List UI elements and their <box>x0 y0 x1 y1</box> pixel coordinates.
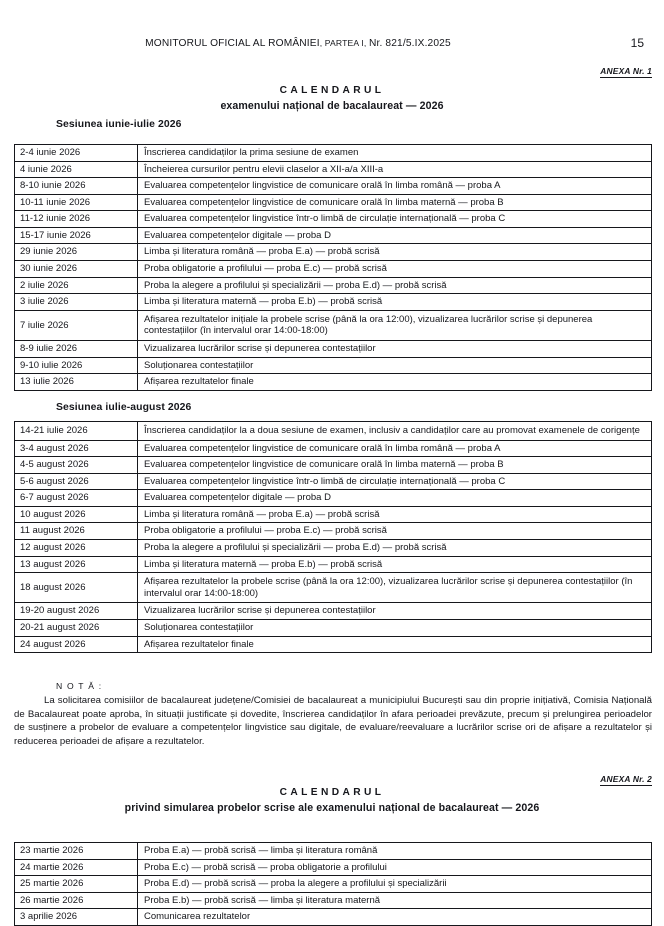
table-row <box>15 556 652 573</box>
table-row <box>15 540 652 557</box>
row-date: 5-6 august 2026 <box>15 473 138 490</box>
row-description: Proba E.d) — probă scrisă — proba la alegere a profilului și specializării <box>138 876 652 893</box>
table-row <box>15 161 652 178</box>
row-description: Vizualizarea lucrărilor scrise și depunerea contestațiilor <box>138 340 652 357</box>
row-description: Limba și literatura maternă — proba E.b) — probă scrisă <box>138 294 652 311</box>
row-date: 30 iunie 2026 <box>15 261 138 278</box>
row-date: 8-9 iulie 2026 <box>15 340 138 357</box>
table-row <box>15 340 652 357</box>
row-description: Încheierea cursurilor pentru elevii claselor a XII-a/a XIII-a <box>138 161 652 178</box>
row-description: Evaluarea competențelor lingvistice într-o limbă de circulație internațională — proba C <box>138 473 652 490</box>
table-row <box>15 374 652 391</box>
row-description: Proba E.c) — probă scrisă — proba obligatorie a profilului <box>138 859 652 876</box>
simulation-table <box>14 842 652 926</box>
simulation-table-body <box>15 843 652 926</box>
row-date: 8-10 iunie 2026 <box>15 178 138 195</box>
row-description: Afișarea rezultatelor finale <box>138 636 652 653</box>
row-description: Evaluarea competențelor lingvistice de comunicare orală în limba română — proba A <box>138 178 652 195</box>
table-row <box>15 211 652 228</box>
row-date: 9-10 iulie 2026 <box>15 357 138 374</box>
session-2-heading: Sesiunea iulie-august 2026 <box>56 402 192 413</box>
row-date: 3 aprilie 2026 <box>15 909 138 926</box>
row-description: Înscrierea candidaților la prima sesiune de examen <box>138 145 652 162</box>
table-row <box>15 440 652 457</box>
calendar-2-subtitle: privind simularea probelor scrise ale examenului național de bacalaureat — 2026 <box>124 802 540 814</box>
row-description: Proba obligatorie a profilului — proba E.c) — probă scrisă <box>138 261 652 278</box>
row-date: 26 martie 2026 <box>15 892 138 909</box>
publication-issue: Nr. 821/5.IX.2025 <box>368 38 451 49</box>
page-number: 15 <box>630 36 644 50</box>
table-row <box>15 294 652 311</box>
table-row <box>15 909 652 926</box>
row-description: Proba la alegere a profilului și specializării — proba E.d) — probă scrisă <box>138 540 652 557</box>
row-description: Evaluarea competențelor lingvistice într-o limbă de circulație internațională — proba C <box>138 211 652 228</box>
row-date: 12 august 2026 <box>15 540 138 557</box>
row-date: 4 iunie 2026 <box>15 161 138 178</box>
table-row <box>15 523 652 540</box>
table-row <box>15 310 652 340</box>
row-date: 3-4 august 2026 <box>15 440 138 457</box>
row-date: 11-12 iunie 2026 <box>15 211 138 228</box>
session-2-table-body <box>15 422 652 653</box>
row-date: 20-21 august 2026 <box>15 619 138 636</box>
table-row <box>15 227 652 244</box>
row-description: Evaluarea competențelor lingvistice de comunicare orală în limba maternă — proba B <box>138 194 652 211</box>
row-description: Proba la alegere a profilului și specializării — proba E.d) — probă scrisă <box>138 277 652 294</box>
row-date: 19-20 august 2026 <box>15 603 138 620</box>
row-date: 3 iulie 2026 <box>15 294 138 311</box>
table-row <box>15 619 652 636</box>
table-row <box>15 859 652 876</box>
row-date: 15-17 iunie 2026 <box>15 227 138 244</box>
row-description: Afișarea rezultatelor la probele scrise (până la ora 12:00), vizualizarea lucrărilor scrise și depunerea contestațiilor (în intervalul orar 14:00-18:00) <box>138 573 652 603</box>
row-description: Evaluarea competențelor digitale — proba D <box>138 490 652 507</box>
table-row <box>15 603 652 620</box>
row-description: Soluționarea contestațiilor <box>138 357 652 374</box>
session-1-table-body <box>15 145 652 391</box>
row-date: 18 august 2026 <box>15 573 138 603</box>
row-description: Limba și literatura română — proba E.a) — probă scrisă <box>138 244 652 261</box>
note-text: La solicitarea comisiilor de bacalaureat județene/Comisiei de bacalaureat a municipiului București sau din proprie inițiativă, Comisia Națională de Bacalaureat poate aproba, în situații justificate și dovedite, înscrierea candidaților în afara perioadei prevăzute, precum și prelungirea perioadelor de susținere a probelor de evaluare a competențelor lingvistice sau digitale, de evaluare/reevaluare a lucrărilor scrise ori de afișare a rezultatelor și reducerea perioadei de afișare a rezultatelor. <box>14 695 652 747</box>
table-row <box>15 422 652 441</box>
table-row <box>15 277 652 294</box>
table-row <box>15 636 652 653</box>
table-row <box>15 573 652 603</box>
row-description: Evaluarea competențelor lingvistice de comunicare orală în limba maternă — proba B <box>138 457 652 474</box>
session-1-heading: Sesiunea iunie-iulie 2026 <box>56 119 182 130</box>
calendar-1-title: CALENDARUL <box>279 85 385 96</box>
calendar-2-title: CALENDARUL <box>279 787 385 798</box>
annex-label-2: ANEXA Nr. 2 <box>600 774 652 784</box>
table-row <box>15 261 652 278</box>
row-date: 10 august 2026 <box>15 506 138 523</box>
table-row <box>15 506 652 523</box>
annex-label-1: ANEXA Nr. 1 <box>600 66 652 76</box>
table-row <box>15 357 652 374</box>
table-row <box>15 194 652 211</box>
row-date: 25 martie 2026 <box>15 876 138 893</box>
session-2-table <box>14 421 652 653</box>
calendar-1-subtitle: examenului național de bacalaureat — 2026 <box>220 100 444 112</box>
running-head <box>0 38 664 54</box>
calendar-2-title-block <box>0 787 664 814</box>
row-description: Afișarea rezultatelor inițiale la probele scrise (până la ora 12:00), vizualizarea lucrărilor scrise și depunerea contestațiilor (în intervalul orar 14:00-18:00) <box>138 310 652 340</box>
row-description: Afișarea rezultatelor finale <box>138 374 652 391</box>
row-description: Vizualizarea lucrărilor scrise și depunerea contestațiilor <box>138 603 652 620</box>
row-date: 23 martie 2026 <box>15 843 138 860</box>
row-date: 10-11 iunie 2026 <box>15 194 138 211</box>
table-row <box>15 473 652 490</box>
row-date: 24 martie 2026 <box>15 859 138 876</box>
running-head-title: MONITORUL OFICIAL AL ROMÂNIEI, PARTEA I, Nr. 821/5.IX.2025 <box>145 38 451 49</box>
row-date: 14-21 iulie 2026 <box>15 422 138 441</box>
table-row <box>15 892 652 909</box>
row-date: 11 august 2026 <box>15 523 138 540</box>
table-row <box>15 178 652 195</box>
table-row <box>15 145 652 162</box>
row-description: Soluționarea contestațiilor <box>138 619 652 636</box>
note-label: N O T Ă : <box>56 681 103 691</box>
table-row <box>15 457 652 474</box>
table-row <box>15 244 652 261</box>
note-block <box>14 681 652 748</box>
row-date: 2 iulie 2026 <box>15 277 138 294</box>
row-description: Evaluarea competențelor digitale — proba D <box>138 227 652 244</box>
publication-name: MONITORUL OFICIAL AL ROMÂNIEI <box>145 38 320 49</box>
row-description: Comunicarea rezultatelor <box>138 909 652 926</box>
row-date: 29 iunie 2026 <box>15 244 138 261</box>
row-description: Înscrierea candidaților la a doua sesiune de examen, inclusiv a candidaților care au promovat examenele de corigențe <box>138 422 652 441</box>
calendar-1-title-block <box>0 85 664 112</box>
session-1-table <box>14 144 652 391</box>
row-description: Proba E.b) — probă scrisă — limba și literatura maternă <box>138 892 652 909</box>
row-date: 2-4 iunie 2026 <box>15 145 138 162</box>
row-description: Proba E.a) — probă scrisă — limba și literatura română <box>138 843 652 860</box>
table-row <box>15 876 652 893</box>
row-description: Evaluarea competențelor lingvistice de comunicare orală în limba română — proba A <box>138 440 652 457</box>
table-row <box>15 490 652 507</box>
row-date: 7 iulie 2026 <box>15 310 138 340</box>
row-description: Limba și literatura maternă — proba E.b) — probă scrisă <box>138 556 652 573</box>
row-date: 13 august 2026 <box>15 556 138 573</box>
row-description: Limba și literatura română — proba E.a) — probă scrisă <box>138 506 652 523</box>
table-row <box>15 843 652 860</box>
publication-part: PARTEA I <box>324 38 364 48</box>
row-date: 24 august 2026 <box>15 636 138 653</box>
row-description: Proba obligatorie a profilului — proba E.c) — probă scrisă <box>138 523 652 540</box>
row-date: 6-7 august 2026 <box>15 490 138 507</box>
row-date: 4-5 august 2026 <box>15 457 138 474</box>
row-date: 13 iulie 2026 <box>15 374 138 391</box>
